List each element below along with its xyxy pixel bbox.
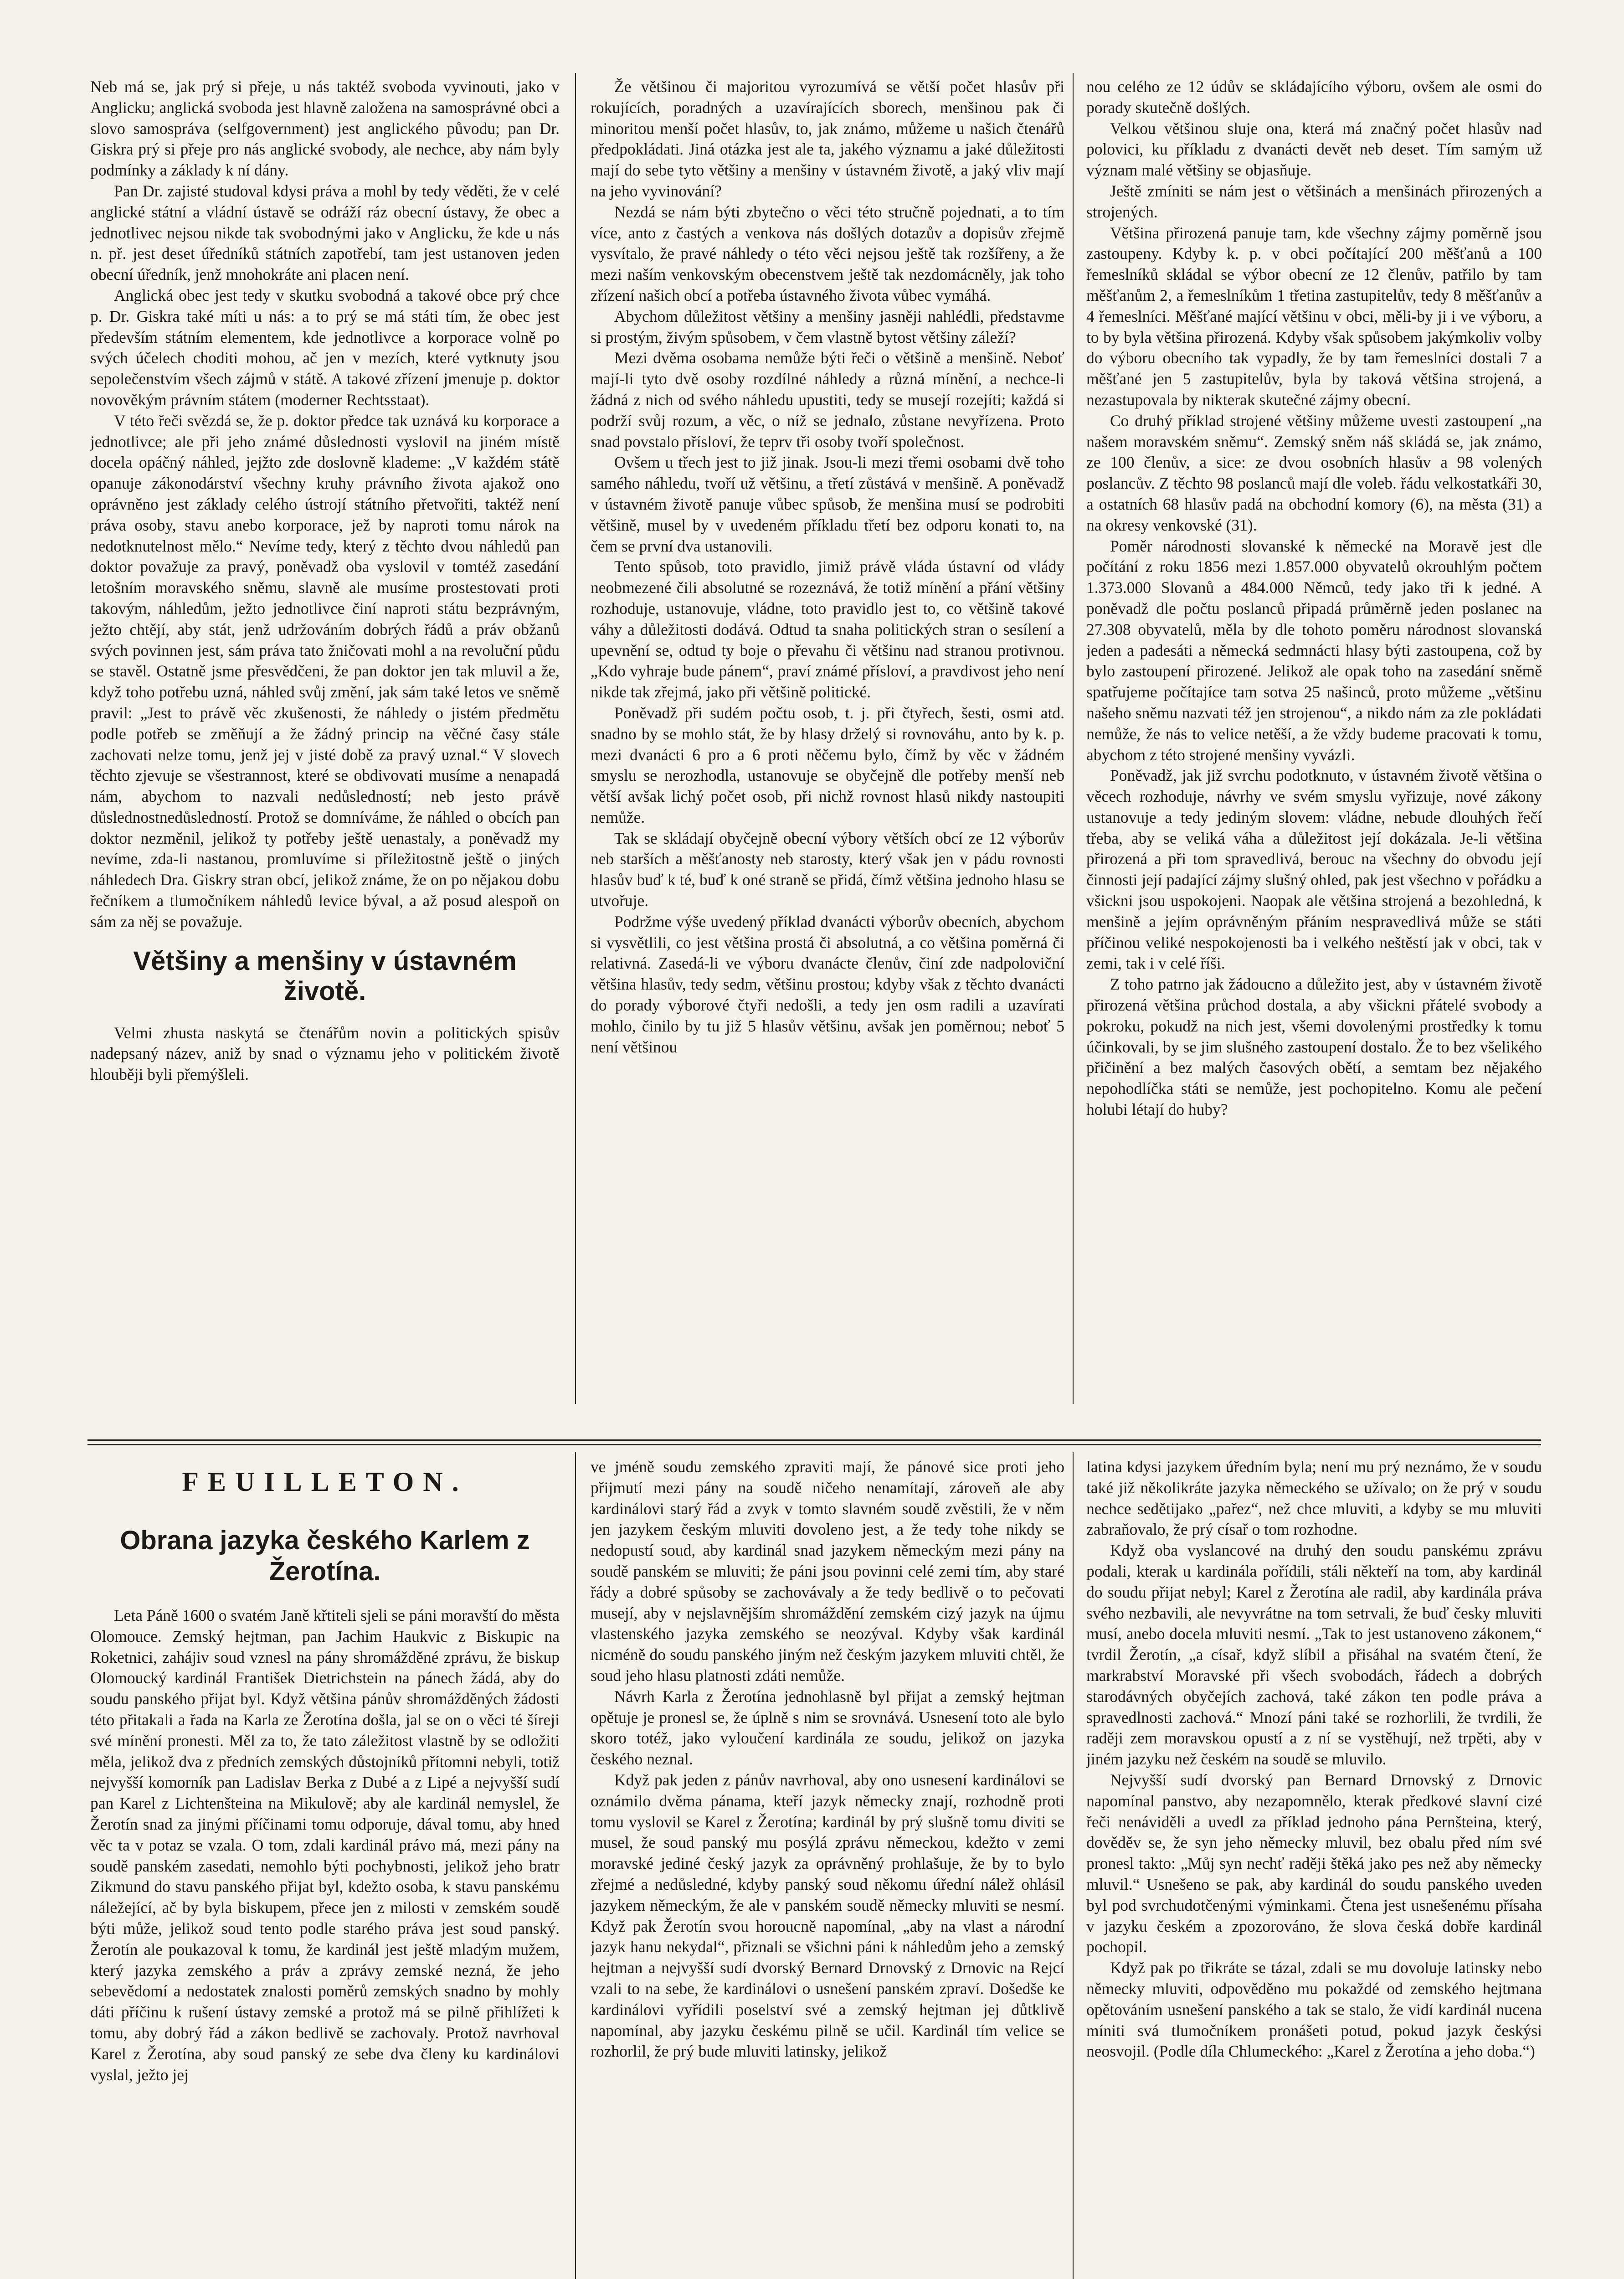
paragraph: Ovšem u třech jest to již jinak. Jsou-li mezi třemi osobami dvě toho samého náhledu, tvoří už většinu, a třetí zůstává v menšině. A poněvadž v ústavném životě panuje vůbec spůsob, že menšina musí se podrobiti většině, musel by v uvedeném příkladu třetí bez odporu konati to, na čem se první dva ustanovili. <box>591 453 1064 555</box>
column-divider <box>575 1452 576 2279</box>
paragraph: ve jméně soudu zemského zpraviti mají, že pánové sice proti jeho přijmutí mezi pány na soudě ničeho nenamítají, zároveň ale aby kardinálovi starý řád a zvyk v tomto slavném soudě zvěstili, že v něm jen jazykem českým mluviti dovoleno jest, a že tedy tohe nikdy se nedopustí soud, aby kardinál snad jazykem německým mezi pány na soudě panském se mluviti; že páni jsou povinni celé zemi tím, aby staré řády a dobré spůsoby se zachovávaly a že tedy bedlivě o to pečovati musejí, aby v nejslavnějším shromáždění zemském cizý jazyk na újmu vlastenského jazyka zemského se neozýval. Kdyby však kardinál nicméně do soudu panského jiným než českým jazykem mluviti chtěl, že soud jeho hlasu platnosti zdáti nemůže. <box>591 1458 1064 1685</box>
paragraph: Neb má se, jak prý si přeje, u nás taktéž svoboda vyvinouti, jako v Anglicku; anglická svoboda jest hlavně založena na samosprávné obci a slovo samospráva (selfgovernment) jest anglického původu; pan Dr. Giskra prý si přeje pro nás anglické svobody, ale nechce, aby nám byly podmínky a základy k ní dány. <box>90 77 560 180</box>
column-divider <box>575 73 576 1404</box>
paragraph: Většina přirozená panuje tam, kde všechny zájmy poměrně jsou zastoupeny. Kdyby k. p. v obci počítající 200 měšťanů a 100 řemeslníků skládal se výbor obecní ze 12 členův, patřilo by tam měšťanům 2, a řemeslníkům 1 třetina zastupitelův, tedy 8 měšťanův a 4 řemeslníci. Měšťané mající většinu v obci, měli-by ji i ve výboru, a to by byla většina přirozená. Kdyby však spůsobem jakýmkoliv volby do výboru obecního tak vypadly, že by tam řemeslníci dostali 7 a měšťané jen 5 zastupitelův, byla by taková většina strojená, a nezastupovala by nikterak skutečné zájmy obecní. <box>1086 223 1542 409</box>
paragraph: Poněvadž při sudém počtu osob, t. j. při čtyřech, šesti, osmi atd. snadno by se mohlo stát, že by hlasy drželý si rovnováhu, anto by k. p. mezi dvanácti 6 pro a 6 proti něčemu bylo, čímž by věc v žádném smyslu se nerozhodla, ustanovuje se obyčejně dle potřeby menší neb větší avšak lichý počet osob, při nichž rovnost hlasů nikdy nastoupiti nemůže. <box>591 703 1064 826</box>
paragraph: nou celého ze 12 údův se skládajícího výboru, ovšem ale osmi do porady skutečně došlých. <box>1086 77 1542 117</box>
paragraph: Podržme výše uvedený příklad dvanácti výborův obecních, abychom si vysvětlili, co jest většina prostá či absolutná, a co většina poměrná či relativná. Zasedá-li ve výboru dvanácte členův, činí zde nadpoloviční většina hlasův, tedy sedm, většinu prostou; kdyby však z těchto dvanácti do porady výborové čtyři nedošli, a tedy jen osm radili a uzavírati mohlo, činilo by tu již 5 hlasův většinu, avšak jen poměrnou; neboť 5 není většinou <box>591 912 1064 1056</box>
paragraph: Návrh Karla z Žerotína jednohlasně byl přijat a zemský hejtman opětuje je pronesl se, že úplně s nim se srovnává. Usnesení toto ale bylo skoro totéž, jako vyloučení kardinála ze soudu, jelikož on jazyka českého neznal. <box>591 1687 1064 1769</box>
paragraph: Že většinou či majoritou vyrozumívá se větší počet hlasův při rokujících, poradných a uzavírajících sborech, menšinou pak či minoritou menší počet hlasův, to, jak známo, můžeme u našich čtenářů předpokládati. Jiná otázka jest ale ta, jakého významu a jaké důležitosti mají do sebe tyto většiny a menšiny v ústavném životě, a jaký vliv mají na jeho vyvinování? <box>591 77 1064 200</box>
paragraph: Poněvadž, jak již svrchu podotknuto, v ústavném životě většina o věcech rozhoduje, návrhy ve svém smyslu vyřizuje, nové zákony ustanovuje a tedy jediným slovem: vládne, nebude dlouhých řečí třeba, aby se veliká váha a důležitost její dokázala. Je-li většina přirozená a při tom spravedlivá, berouc na všechny do obvodu její činnosti její padající zájmy slušný ohled, pak jest všechno v pořádku a všickni jsou uspokojeni. Naopak ale většina strojená a bezohledná, k menšině a jejím oprávněným přáním nespravedlivá může se státi příčinou veliké nespokojenosti ba i velkého neštěstí jak v obci, tak v zemi, tak i v celé říši. <box>1086 766 1542 973</box>
paragraph: Tak se skládají obyčejně obecní výbory větších obcí ze 12 výborův neb starších a měšťanosty neb starosty, který však jen v pádu rovnosti hlasův buď k té, buď k oné straně se přidá, čímž většina jednoho hlasu se utvořuje. <box>591 829 1064 910</box>
paragraph: Nezdá se nám býti zbytečno o věci této stručně pojednati, a to tím více, anto z častých a venkova nás došlých dotazův a dopisův zřejmě vysvítalo, že pravé náhledy o této věci nejsou ještě tak rozšířeny, a že mezi naším venkovským obecenstvem ještě tak nezdomácněly, jak toho zřízení našich obcí a potřeba ústavného života vůbec vymáhá. <box>591 202 1064 304</box>
paragraph: Tento spůsob, toto pravidlo, jimiž právě vláda ústavní od vlády neobmezené čili absolutné se rozeznává, že totiž mínění a přání většiny rozhoduje, ustanovuje, vládne, toto pravidlo jest to, co většině takové váhy a důležitosti dodává. Odtud ta snaha politických stran o sesílení a upevnění se, odtud ty boje o převahu či většinu nad stranou protivnou. „Kdo vyhraje bude pánem“, praví známé přísloví, a pravdivost jeho není nikde tak zřejmá, jako při většině politické. <box>591 557 1064 701</box>
paragraph: Když pak jeden z pánův navrhoval, aby ono usnesení kardinálovi se oznámilo dvěma pánama, kteří jazyk německy znají, rozhodně proti tomu vyslovil se Karel z Žerotína; kardinál by prý slušně tomu diviti se musel, že soud panský mu posýlá zprávu německou, kdežto v zemi moravské jediné český jazyk za oprávněný prohlašuje, že by to bylo zřejmé a nedůsledné, kdyby panský soud někomu úřední nálež ohlásil jazykem německým, že ale v panském soudě německy mluviti se nesmí. Když pak Žerotín svou horoucně napomínal, „aby na vlast a národní jazyk hanu nekydal“, přiznali se všichni páni k náhledům jeho a zemský hejtman a nejvyšší sudí dvorský Bernard Drnovský z Drnovic na Rejcí vzali to na sebe, že kardinálovi o usnešení panském zpraví. Došedše ke kardinálovi vyřídili poselství své a zemský hejtman jej důtklivě napomínal, aby jazyku českému pilně se učil. Kardinál tím velice se rozhorlil, že prý bude mluviti latinsky, jelikož <box>591 1770 1064 2061</box>
paragraph: Anglická obec jest tedy v skutku svobodná a takové obce prý chce p. Dr. Giskra také míti u nás: a to prý se má státi tím, že obec jest především státním elementem, kde jednotlivce a korporace volně po svých účelech choditi mohou, ač jen v mezích, které vytknuty jsou sepolečenstvím všech zájmů v státě. A takové zřízení jmenuje p. doktor novověkým právním státem (moderner Rechtsstaat). <box>90 286 560 409</box>
paragraph: Co druhý příklad strojené většiny můžeme uvesti zastoupení „na našem moravském sněmu“. Zemský sněm náš skládá se, jak známo, ze 100 členův, a sice: ze dvou osobních hlasův a 98 volených poslancův. Z těchto 98 poslanců mají dle voleb. řádu velkostatkáři 30, a ostatních 68 hlasův padá na obchodní komory (6), na města (31) a na okresy venkovské (31). <box>1086 411 1542 534</box>
feuilleton-column-1 <box>90 1457 560 2279</box>
article-title: Obrana jazyka českého Karlem z Žerotína. <box>120 1526 530 1586</box>
section-divider <box>87 1439 1541 1441</box>
paragraph: Abychom důležitost většiny a menšiny jasněji nahlédli, představme si prostým, živým spůsobem, v čem vlastně bytost většiny záleží? <box>591 307 1064 346</box>
paragraph: Mezi dvěma osobama nemůže býti řeči o většině a menšině. Neboť mají-li tyto dvě osoby rozdílné náhledy a různá mínění, a nechce-li žádná z nich od svého náhledu upustiti, tedy se musejí rozejíti; každá si podrží svůj rozum, a věc, o níž se jednalo, zůstane nevyřízena. Proto snad povstalo přísloví, že teprv tři osoby tvoří společnost. <box>591 349 1064 451</box>
paragraph: Leta Páně 1600 o svatém Janě křtiteli sjeli se páni moravští do města Olomouce. Zemský hejtman, pan Jachim Haukvic z Biskupic na Roketnici, zahájiv soud vznesl na pány shromážděné zprávu, že biskup Olomoucký kardinál František Dietrichstein na pánech žádá, aby do soudu panského přijat byl. Když většina pánův shromážděných žádosti této přitakali a řada na Karla ze Žerotína došla, jal se on o věci té šíreji své mínění pronesti. Měl za to, že tato záležitost vlastně by se odložiti měla, jelikož dva z předních zemských důstojníků přítomni nebyli, totiž nejvyšší komorník pan Ladislav Berka z Dubé a z Lipé a nejvyšší sudí pan Karel z Lichtenšteina na Mikulově; aby ale kardinál nemyslel, že Žerotín snad za jinými příčinami tomu odporuje, dával tomu, aby hned věc ta v potaz se vzala. O tom, zdali kardinál právo má, mezi pány na soudě panském zasedati, nemohlo býti pochybnosti, jelikož jeho bratr Zikmund do stavu panského přijat byl, kdežto osoba, k stavu panskému náležející, ač by byla biskupem, přece jen z milosti v zemském soudě býti může, jelikož soud tento podle starého práva jest soud panský. Žerotín ale poukazoval k tomu, že kardinál jest ještě mladým mužem, který jazyka zemského a práv a zprávy zemské nezná, že jeho sebevědomí a nedostatek znalosti poměrů zemských snadno by mohly dáti příčinu k rušení ústavy zemské a protož má se pilně přihlížeti k tomu, aby dobrý řád a zákon bedlivě se zachovaly. Protož navrhoval Karel z Žerotína, aby soud panský ze sebe dva členy ku kardinálovi vyslal, ježto jej <box>90 1606 560 2084</box>
column-divider <box>1073 73 1074 1404</box>
paragraph: Velkou většinou sluje ona, která má značný počet hlasův nad polovici, ku příkladu z dvanácti devět neb deset. Tím samým už význam malé většiny se objasňuje. <box>1086 119 1542 180</box>
column-divider <box>1073 1452 1074 2279</box>
paragraph: Z toho patrno jak žádoucno a důležito jest, aby v ústavném životě přirozená většina průchod dostala, a aby všickni přátelé svobody a pokroku, pokudž na nich jest, všemi dovolenými prostředky k tomu účinkovali, by se jim slušného zastoupení dostalo. Že to bez všelikého přičinění a bez malých časových obětí, a semtam bez nějakého nepohodlíčka státi se nemůže, jest pochopitelno. Komu ale pečení holubi létají do huby? <box>1086 975 1542 1119</box>
paragraph: Poměr národnosti slovanské k německé na Moravě jest dle počítání z roku 1856 mezi 1.857.000 obyvatelů okrouhlým počtem 1.373.000 Slovanů a 484.000 Němců, tedy jako tři k jedné. A poněvadž dle počtu poslanců připadá průměrně jeden poslanec na 27.308 obyvatelů, měla by dle tohoto poměru národnost slovanská jeden a padesáti a německá sedmnácti hlasy býti zastoupena, což by bylo zastoupení přirozené. Jelikož ale opak toho na zasedání sněmě spatřujeme počítajíce tam sotva 25 našinců, proto můžeme „většinu našeho sněmu nazvati též jen strojenou“, a nikdo nám za zle pokládati nemůže, že nás to velice netěší, a že vždy budeme pracovati k tomu, abychom z této strojené menšiny vyvázli. <box>1086 536 1542 764</box>
section-heading: Většiny a menšiny v ústavném životě. <box>133 946 517 1006</box>
article-column-3 <box>1086 77 1542 1426</box>
paragraph: Když oba vyslancové na druhý den soudu panskému zprávu podali, kterak u kardinála pořídili, stáli někteří na tom, aby kardinál do soudu přijat nebyl; Karel z Žerotína ale radil, aby kardinála práva svého nezbavili, ale nevyvrátne na tom setrvali, že buď česky mluviti musí, anebo docela mluviti nesmí. „Tak to jest ustanoveno zákonem,“ tvrdil Žerotín, „a císař, když slíbil a přisáhal na svatém čtení, že markrabství Moravské při všech svobodách, řádech a dobrých starodávných obyčejích zachová, také zákon ten podle práva a spravedlnosti zachová.“ Mnozí páni také se rozhorlili, že tvrdili, že raději zem moravskou opustí a z ní se vystěhují, než trpěti, aby v jiném jazyku než českém na soudě se mluvilo. <box>1086 1541 1542 1769</box>
paragraph: Velmi zhusta naskytá se čtenářům novin a politických spisův nadepsaný název, aniž by snad o významu jeho v politickém životě hlouběji byli přemýšleli. <box>90 1023 560 1084</box>
article-column-2 <box>591 77 1064 1426</box>
paragraph: latina kdysi jazykem úředním byla; není mu prý neznámo, že v soudu také již několikráte jazyka německého se užívalo; on že prý v soudu nechce sedětijako „pařez“, než chce mluviti, a kdyby se mu mluviti zabraňovalo, že prý císař o tom rozhodne. <box>1086 1458 1542 1539</box>
paragraph: V této řeči svězdá se, že p. doktor předce tak uznává ku korporace a jednotlivce; ale při jeho známé důslednosti vyslovil na jiném místě docela opáčný náhled, jejžto zde doslovně klademe: „V každém státě opanuje zákonodárství všechny kruhy právního života ajakož ono oprávněno jest základy celého ústrojí státního přetvořiti, taktéž není práva osoby, stavu anebo korporace, jež by naproti tomu nárok na nedotknutelnost mělo.“ Nevíme tedy, který z těchto dvou náhledů pan doktor považuje za pravý, poněvadž oba vyslovil v tomtéž zasedání letošním moravského sněmu, slavně ale musíme prostestovati proti takovým, náhledům, ježto jednotlivce činí naproti státu bezprávným, ježto chtějí, aby stát, jenž udržováním dobrých řádů a práv obžanů svých povinnen jest, sám práva tato žničovati mohl a na revoluční půdu se stavěl. Ostatně jsme přesvědčeni, že pan doktor jen tak mluvil a že, když toho potřebu uzná, náhled svůj změní, jak sám také letos ve sněmě pravil: „Jest to právě věc zkušenosti, že náhledy o jistém předmětu podle potřeb se změňují a že žádný princip na věčné časy stále zachovati nelze tomu, jenž jej v jisté době za pravý uznal.“ V slovech těchto zjevuje se všestrannost, které se obdivovati musíme a nenapadá nám, abychom to nazvali nedůsledností; neb jesto právě důslednostnedůsledností. Protož se domníváme, že náhled o obcích pan doktor nezměnil, jelikož ty potřeby ještě uenastaly, a poněvadž my nevíme, zda-li nastanou, promluvíme si příležitostně ještě o jiných náhledech Dra. Giskry stran obcí, jelikož známe, že on po nějakou dobu řečníkem a tlumočníkem náhledů levice býval, a až posud alespoň on sám za něj se považuje. <box>90 411 560 931</box>
feuilleton-header: FEUILLETON. <box>182 1467 468 1497</box>
paragraph: Nejvyšší sudí dvorský pan Bernard Drnovský z Drnovic napomínal panstvo, aby nezapomnělo, kterak předkové slavní cizé řeči nenáviděli a uvedl za příklad jednoho pána Pernšteina, který, dověděv se, že syn jeho německy mluvil, bez obalu před ním své pronesl takto: „Můj syn nechť raději štěká jako pes než aby německy mluvil.“ Usnešeno se pak, aby kardinál do soudu panského uveden byl pod svrchudotčenými výminkami. Čtena jest usnešenému přísaha v jazyku českém a zpozorováno, že slova česká dobře kardinál pochopil. <box>1086 1770 1542 1956</box>
section-divider <box>87 1444 1541 1445</box>
feuilleton-column-3 <box>1086 1457 1542 2279</box>
paragraph: Pan Dr. zajisté studoval kdysi práva a mohl by tedy věděti, že v celé anglické státní a vládní ústavě se odráží ráz obecní ústavy, že obec a jednotlivec nejsou nikde tak svobodnými jako v Anglicku, že kde u nás n. př. jest deset úředníků státních zapotřebí, tam jest ustanoven jeden obecní úředník, jenž mnohokráte ani placen není. <box>90 181 560 284</box>
feuilleton-column-2 <box>591 1457 1064 2279</box>
article-column-1 <box>90 77 560 1426</box>
paragraph: Když pak po třikráte se tázal, zdali se mu dovoluje latinsky nebo německy mluviti, odpověděno mu pokaždé od zemského hejtmana opětováním usnešení panského a tak se stalo, že vidí kardinál nucena míniti svá tlumočníkem pronášeti potud, pokud jazyk českýsi neosvojil. (Podle díla Chlumeckého: „Karel z Žerotína a jeho doba.“) <box>1086 1959 1542 2061</box>
paragraph: Ještě zmíniti se nám jest o většinách a menšinách přirozených a strojených. <box>1086 181 1542 221</box>
